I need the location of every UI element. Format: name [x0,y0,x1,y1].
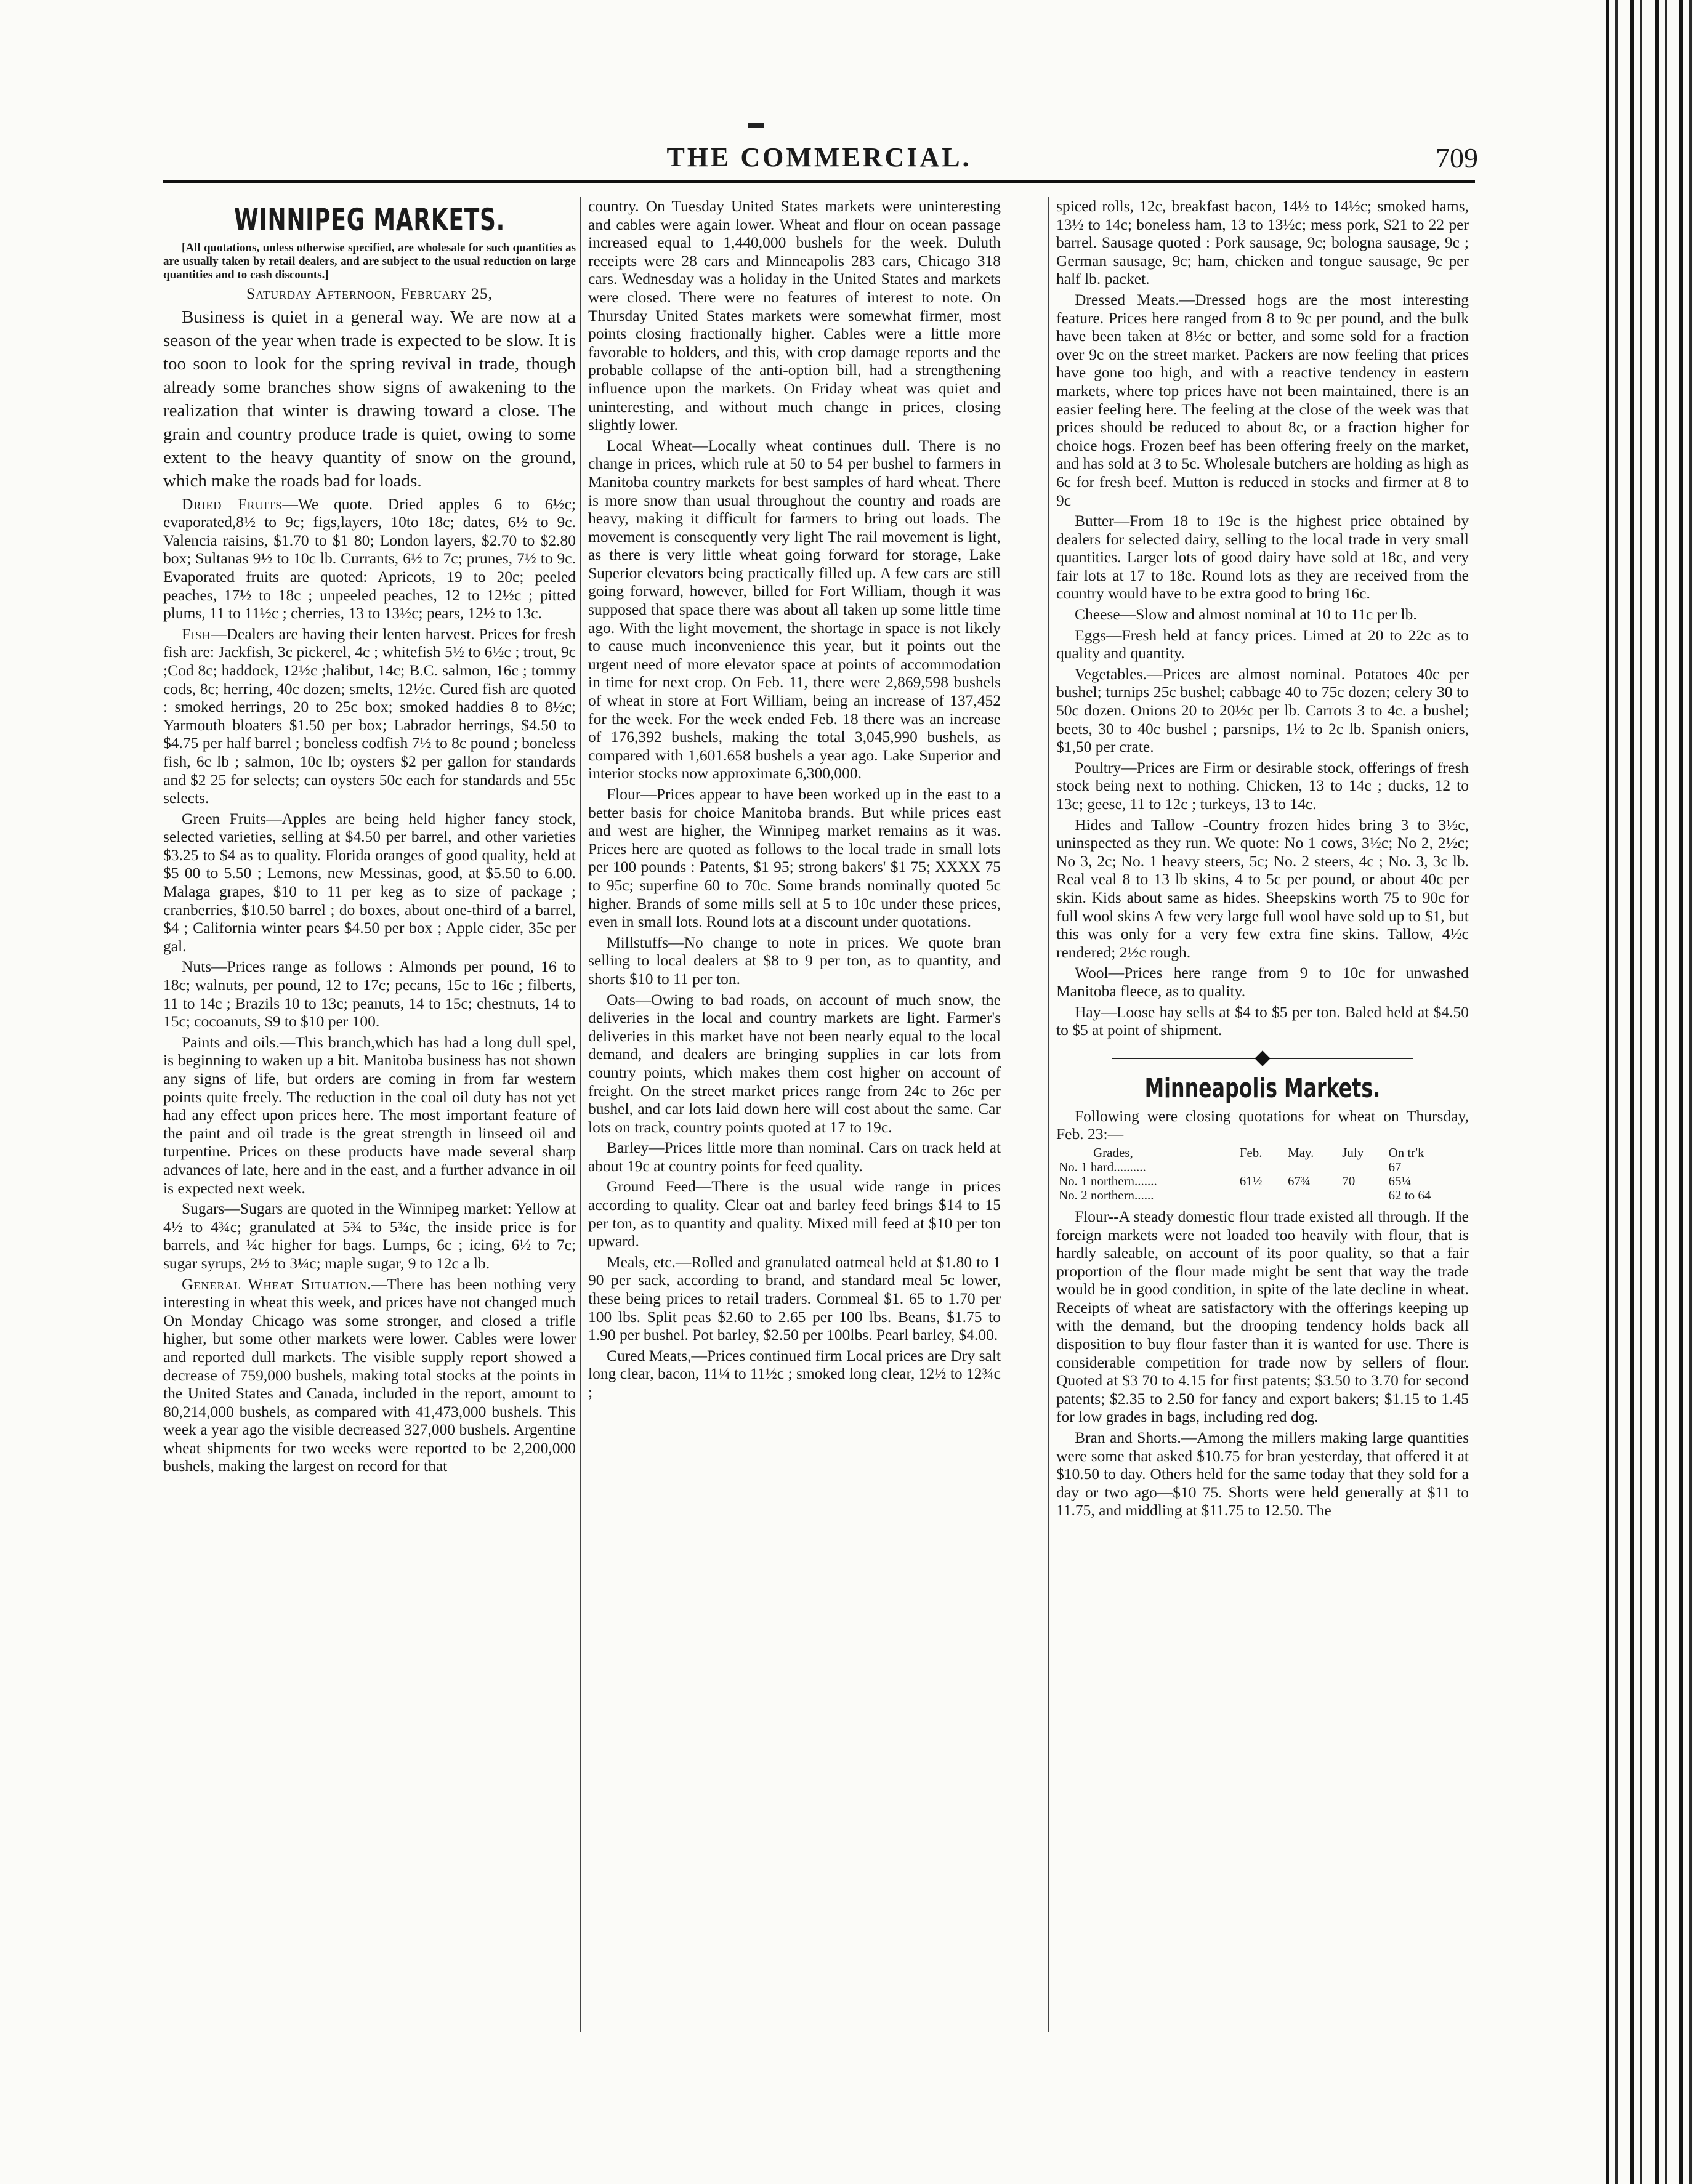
eggs-paragraph: Eggs—Fresh held at fancy prices. Limed at 20 to 22c as to quality and quantity. [1056,626,1469,663]
wheat-quotations-table [1056,1146,1469,1203]
intro-paragraph: Business is quiet in a general way. We are now at a season of the year when trade is expected to be slow. It is too soon to look for the spring revival in trade, though already some branches show signs of awakening to the realization that winter is drawing toward a close. The grain and country produce trade is quiet, owing to some extent to the heavy quantity of snow on the ground, which make the roads bad for loads. [163,307,576,491]
table-cell [1285,1188,1339,1203]
hay-paragraph: Hay—Loose hay sells at $4 to $5 per ton. Baled held at $4.50 to $5 at point of shipment. [1056,1002,1469,1039]
table-cell: No. 1 hard.......... [1059,1159,1146,1174]
table-cell: 61½ [1239,1173,1263,1188]
table-cell [1339,1188,1386,1203]
table-row [1056,1174,1469,1188]
cured-meats-continued-paragraph: spiced rolls, 12c, breakfast bacon, 14½ to 14½c; smoked hams, 13½ to 14c; boneless ham, 13 to 13½c; mess pork, $21 to 22 per barrel. Sausage quoted : Pork sausage, 9c; bologna sausage, 9c ; German sausage, 9c; ham, chicken and tongue sausage, 9c per half lb. packet. [1056,197,1469,288]
table-cell [1237,1160,1285,1174]
dateline: Saturday Afternoon, February 25, [246,284,493,302]
table-cell: 67 [1388,1159,1402,1174]
column-1 [163,197,576,2081]
page-header [160,142,1478,179]
wheat-continued-paragraph: country. On Tuesday United States markets were uninteresting and cables were again lower. Wheat and flour on ocean passage increased equal to 1,440,000 bushels for the week. Duluth receipts were 28 cars and Minneapolis 283 cars, Chicago 318 cars. Wednesday was a holiday in the United States and markets were closed. There were no features of interest to note. On Thursday United States markets were somewhat firmer, most points closing fractionally higher. Cables were a little more favorable to holders, and this, with crop damage reports and the probable collapse of the anti-option bill, had a strengthening influence upon the markets. On Friday wheat was quiet and uninteresting, and without much change in prices, closing slightly lower. [588,197,1001,434]
table-cell: No. 2 northern...... [1059,1187,1154,1203]
fish-paragraph [163,625,576,807]
column-divider [580,197,581,2032]
minneapolis-flour-paragraph: Flour--A steady domestic flour trade existed all through. If the foreign markets were not loaded too heavily with flour, that is hardly saleable, on account of its poor quality, so that a fair proportion of the flour made might be sent that way the trade would be in good condition, in spite of the late decline in wheat. Receipts of wheat are satisfactory with the offerings keeping up with the demand, but the drooping tendency holds back all disposition to buy flour faster than it is wanted for use. There is considerable competition for trade now by sellers of flour. Quoted at $3 70 to 4.15 for first patents; $3.50 to 3.70 for second patents; $2.35 to 2.50 for fancy and export bakers; $1.15 to 1.45 for low grades in bags, including red dog. [1056,1207,1469,1426]
header-rule [163,180,1475,183]
ground-feed-paragraph: Ground Feed—There is the usual wide range in prices according to quality. Clear oat and barley feed brings $14 to 15 per ton, as to quantity and quality. Mixed mill feed at $10 per ton upward. [588,1177,1001,1251]
minneapolis-title: Minneapolis Markets. [1144,1072,1381,1104]
fish-heading: Fish [182,624,211,643]
table-cell: 65¼ [1388,1173,1412,1188]
table-header-cell: On tr'k [1388,1145,1424,1160]
dried-fruits-paragraph [163,495,576,623]
page-binding-edge [1601,0,1693,2184]
column-3 [1056,197,1469,2081]
millstuffs-paragraph: Millstuffs—No change to note in prices. We quote bran selling to local dealers at $8 to 9 per ton, as to quantity, and shorts $10 to 11 per ton. [588,933,1001,988]
printer-mark [748,123,764,128]
fish-text: —Dealers are having their lenten harvest. Prices for fresh fish are: Jackfish, 3c pickerel, 4c ; whitefish 5½ to 6½c ; trout, 9c ;Cod 8c; haddock, 12½c ;halibut, 14c; B.C. salmon, 16c ; tommy cods, 8c; herring, 40c dozen; smelts, 12½c. Cured fish are quoted : smoked herrings, 20 to 25c box; smoked haddies 8 to 8½c; Yarmouth bloaters $1.50 per box; Labrador herrings, $4.50 to $4.75 per half barrel ; boneless codfish 7½ to 8c pound ; boneless fish, 6c lb ; salmon, 10c lb; oysters $2 per gallon for standards and $2 25 for selects; can oysters 50c each for standards and 55c selects. [163,624,576,807]
wheat-situation-text: .—There has been nothing very interesting in wheat this week, and prices have not changed much On Monday Chicago was some stronger, and closed a trifle higher, but some other markets were lower. Cables were lower and reported dull markets. The visible supply report showed a decrease of 759,000 bushels, making total stocks at the points in the United States and Canada, included in the report, amount to 80,214,000 bushels, as compared with 41,473,000 bushels. This week a year ago the visible decreased 327,000 bushels. Argentine wheat shipments for two weeks were reported to be 2,200,000 bushels, making the largest on record for that [163,1275,576,1475]
quotation-note: [All quotations, unless otherwise specified, are wholesale for such quantities as are usually taken by retail dealers, and are subject to the usual reduction on large quantities and to cash discounts.] [163,241,576,281]
table-cell: No. 1 northern....... [1059,1173,1157,1188]
dried-fruits-heading: Dried Fruits [182,494,283,513]
cured-meats-paragraph: Cured Meats,—Prices continued firm Local prices are Dry salt long clear, bacon, 11¼ to 11½c ; smoked long clear, 12½ to 12¾c ; [588,1346,1001,1401]
table-header-row [1056,1146,1469,1160]
poultry-paragraph: Poultry—Prices are Firm or desirable stock, offerings of fresh stock being next to nothing. Chicken, 13 to 14c ; ducks, 12 to 13c; geese, 11 to 12c ; turkeys, 13 to 14c. [1056,758,1469,813]
nuts-paragraph: Nuts—Prices range as follows : Almonds per pound, 16 to 18c; walnuts, per pound, 12 to 17c; pecans, 15c to 16c ; filberts, 11 to 14c ; Brazils 10 to 13c; peanuts, 14 to 15c; chestnuts, 14 to 15c; cocoanuts, $9 to $10 per 100. [163,957,576,1031]
publication-title: THE COMMERCIAL. [666,142,972,172]
section-ornament [1056,1050,1469,1066]
table-cell: 62 to 64 [1388,1187,1431,1203]
table-header-cell: Grades, [1093,1145,1133,1160]
vegetables-paragraph: Vegetables.—Prices are almost nominal. Potatoes 40c per bushel; turnips 25c bushel; cabbage 40 to 75c dozen; celery 30 to 50c dozen. Onions 20 to 20½c per lb. Carrots 3 to 4c. a bushel; beets, 30 to 40c bushel ; parsnips, 1½ to 2c lb. Spanish oniers, $1,50 per crate. [1056,664,1469,756]
paints-oils-paragraph: Paints and oils.—This branch,which has had a long dull spel, is beginning to waken up a bit. Manitoba business has not shown any signs of life, but orders are coming in from far western points quite freely. The reduction in the coal oil duty has not yet had any effect upon prices here. The most important feature of the paint and oil trade is the great strength in linseed oil and turpentine. Prices on these products have made several sharp advances of late, here and in the east, and a further advance in oil is expected next week. [163,1033,576,1197]
table-cell [1285,1160,1339,1174]
page-number: 709 [1436,142,1478,174]
barley-paragraph: Barley—Prices little more than nominal. Cars on track held at about 19c at country points for feed quality. [588,1138,1001,1175]
section-title: WINNIPEG MARKETS. [233,202,506,238]
minneapolis-intro: Following were closing quotations for wheat on Thursday, Feb. 23:— [1056,1106,1469,1143]
table-header-cell: Feb. [1239,1145,1263,1160]
hides-tallow-paragraph: Hides and Tallow -Country frozen hides bring 3 to 3½c, uninspected as they run. We quote: No 1 cows, 3½c; No 2, 2½c; No 3, 2c; No. 1 heavy steers, 5c; No. 2 steers, 4c ; No. 3, 3c lb. Real veal 8 to 13 lb skins, 4 to 5c per pound, or about 40c per skin. Kids about same as hides. Sheepskins worth 75 to 90c for full wool skins A few very large full wool have sold up to $1, but this was only for a very few extra fine skins. Tallow, 4½c rendered; 2½c rough. [1056,815,1469,961]
flour-paragraph: Flour—Prices appear to have been worked up in the east to a better basis for choice Manitoba brands. But while prices east and west are higher, the Winnipeg market remains as it was. Prices here are quoted as follows to the local trade in small lots per 100 pounds : Patents, $1 95; strong bakers' $1 75; XXXX 75 to 95c; superfine 60 to 70c. Some brands nominally quoted 5c higher. Brands of some mills sell at 5 to 10c under these prices, even in small lots. Round lots at a discount under quotations. [588,785,1001,931]
table-cell [1339,1160,1386,1174]
cheese-paragraph: Cheese—Slow and almost nominal at 10 to 11c per lb. [1075,605,1417,624]
wool-paragraph: Wool—Prices here range from 9 to 10c for unwashed Manitoba fleece, as to quality. [1056,964,1469,1000]
dried-fruits-text: —We quote. Dried apples 6 to 6½c; evaporated,8½ to 9c; figs,layers, 10to 18c; dates, 6½ to 9c. Valencia raisins, $1.70 to $1 80; London layers, $2.70 to $2.80 box; Sultanas 9½ to 10c lb. Currants, 6½ to 7c; prunes, 7½ to 9c. Evaporated fruits are quoted: Apricots, 19 to 20c; peeled peaches, 17½ to 18c ; unpeeled peaches, 12 to 12½c ; pitted plums, 11 to 11½c ; cherries, 13 to 13½c; pears, 12½ to 13c. [163,494,576,623]
local-wheat-paragraph: Local Wheat—Locally wheat continues dull. There is no change in prices, which rule at 50 to 54 per bushel to farmers in Manitoba country markets for best samples of hard wheat. There is more snow than usual throughout the country and roads are heavy, making it difficult for farmers to bring out loads. The movement is consequently very light The rail movement is light, as there is very little wheat going forward for storage, Lake Superior elevators being practically filled up. A few cars are still going forward, however, billed for Fort William, though it was supposed that space there was about all taken up some little time ago. With the light movement, the shortage in space is not likely to cause much inconvenience this year, but it points out the urgent need of more elevator space at points of accommodation in time for next crop. On Feb. 11, there were 2,869,598 bushels of wheat in store at Fort William, being an increase of 137,452 for the week. For the week ended Feb. 18 there was an increase of 176,392 bushels, making the total 3,045,990 bushels, as compared with 1,601.658 bushels a year ago. Lake Superior and interior stocks now approximate 6,300,000. [588,436,1001,783]
oats-paragraph: Oats—Owing to bad roads, on account of much snow, the deliveries in the local and country markets are light. Farmer's deliveries in this market have not been nearly equal to the local demand, and dealers are bringing supplies in car lots from country points, which makes them cost higher on account of freight. On the street market prices range from 24c to 26c per bushel, and car lots laid down here will cost about the same. Car lots on track, country points quoted at 17 to 19c. [588,990,1001,1136]
table-header-cell: May. [1288,1145,1314,1160]
table-cell: 67¾ [1288,1173,1311,1188]
wheat-situation-heading: General Wheat Situation [182,1275,368,1293]
column-divider [1048,197,1049,2032]
meals-paragraph: Meals, etc.—Rolled and granulated oatmeal held at $1.80 to 1 90 per sack, according to brand, and standard meal 5c lower, these being prices to retail traders. Cornmeal $1. 65 to 1.70 per 100 lbs. Split peas $2.60 to 2.65 per 100 lbs. Beans, $1.75 to 1.90 per bushel. Pot barley, $2.50 per 100lbs. Pearl barley, $4.00. [588,1252,1001,1344]
bran-shorts-paragraph: Bran and Shorts.—Among the millers making large quantities were some that asked $10.75 for bran yesterday, that offered it at $10.50 to day. Others held for the same today that they sold for a day or two ago—$10 75. Shorts were held generally at $11 to 11.75, and middling at $11.75 to 12.50. The [1056,1428,1469,1520]
dressed-meats-paragraph: Dressed Meats.—Dressed hogs are the most interesting feature. Prices here ranged from 8 to 9c per pound, and the bulk have been taken at 8½c or better, and some sold for a fraction over 9c on the street market. Packers are now feeling that prices have gone too high, and with a reactive tendency in eastern markets, where top prices have not been maintained, there is an easier feeling here. The feeling at the close of the week was that prices should be reduced to about 8c, or a fraction higher for choice hogs. Frozen beef has been offering freely on the market, and has sold at 3 to 5c. Wholesale butchers are holding as high as 6c for fresh beef. Mutton is reduced in stocks and firmer at 8 to 9c [1056,290,1469,509]
table-header-cell: July [1342,1145,1364,1160]
wheat-situation-paragraph [163,1275,576,1476]
sugars-paragraph: Sugars—Sugars are quoted in the Winnipeg market: Yellow at 4½ to 4¾c; granulated at 5¾ to 5¾c, the inside price is for barrels, and ¼c higher for bags. Lumps, 6c ; icing, 6½ to 7c; sugar syrups, 2½ to 3¼c; maple sugar, 9 to 12c a lb. [163,1199,576,1272]
table-cell [1237,1188,1285,1203]
butter-paragraph: Butter—From 18 to 19c is the highest price obtained by dealers for selected dairy, selling to the local trade in very small quantities. Larger lots of good dairy have sold at 18c, and very fair lots at 17 to 18c. Round lots as they are received from the country would have to be extra good to bring 16c. [1056,512,1469,603]
table-row [1056,1188,1469,1203]
table-cell: 70 [1342,1173,1356,1188]
column-2 [588,197,1001,2081]
table-row [1056,1160,1469,1174]
green-fruits-paragraph: Green Fruits—Apples are being held higher fancy stock, selected varieties, selling at $4.50 per barrel, and other varieties $3.25 to $4 as to quality. Florida oranges of good quality, held at $5 00 to 5.50 ; Lemons, new Messinas, good, at $5.50 to 6.00. Malaga grapes, $10 to 11 per keg as to size of package ; cranberries, $10.50 barrel ; do boxes, about one-third of a barrel, $4 ; California winter pears $4.50 per box ; Apple cider, 35c per gal. [163,809,576,955]
ornament-diamond [1255,1050,1270,1066]
